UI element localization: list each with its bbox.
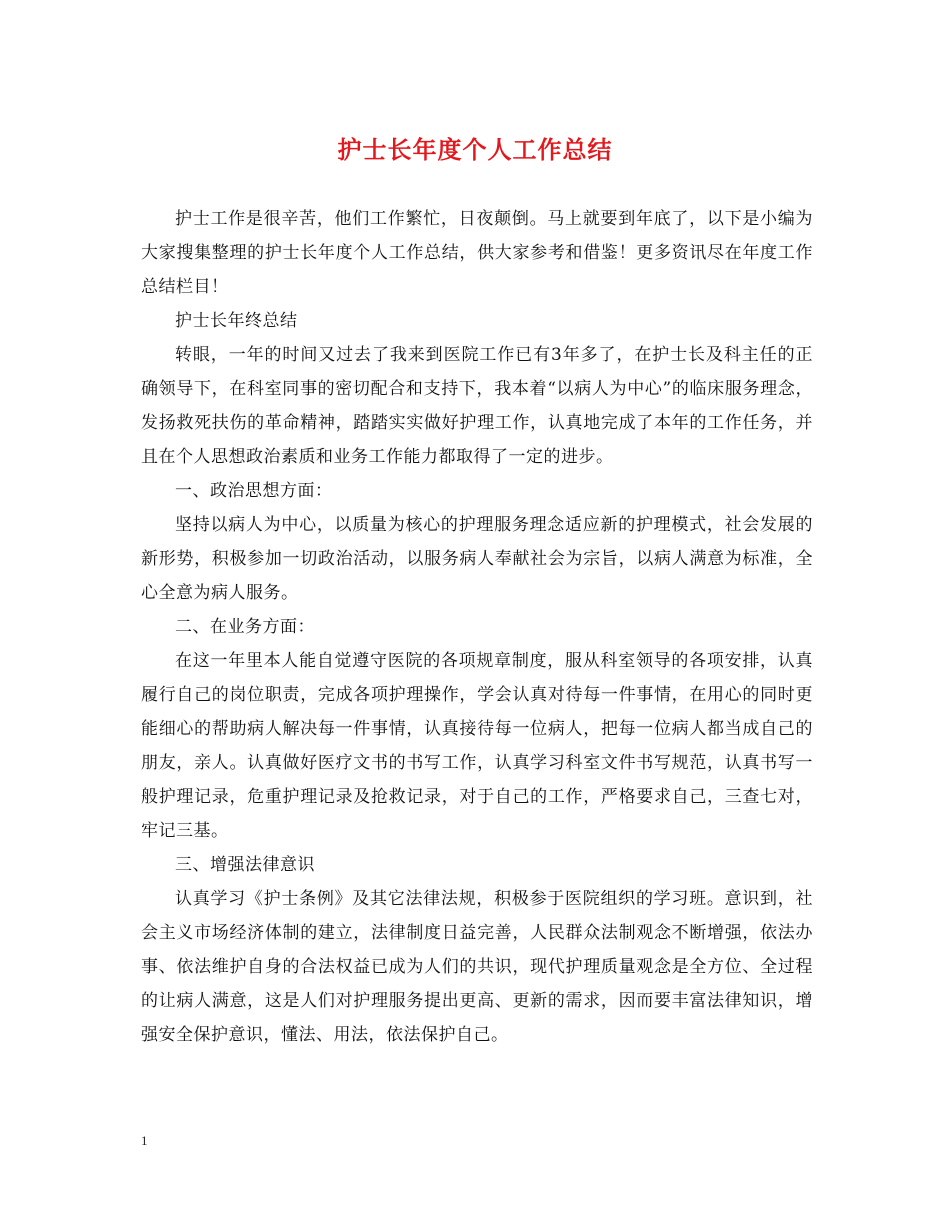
section-heading-business: 二、在业务方面： bbox=[175, 617, 315, 637]
paragraph-business: 在这一年里本人能自觉遵守医院的各项规章制度，服从科室领导的各项安排，认真履行自己的岗位职责，完成各项护理操作，学会认真对待每一件事情，在用心的同时更能细心的帮助病人解决每一件事情，认真接待每一位病人，把每一位病人都当成自己的朋友，亲人。认真做好医疗文书的书写工作，认真学习科室文件书写规范，认真书写一般护理记录，危重护理记录及抢救记录，对于自己的工作，严格要求自己，三查七对，牢记三基。 bbox=[141, 651, 813, 841]
paragraph-political-thought: 坚持以病人为中心，以质量为核心的护理服务理念适应新的护理模式，社会发展的新形势，积极参加一切政治活动，以服务病人奉献社会为宗旨，以病人满意为标准，全心全意为病人服务。 bbox=[141, 515, 813, 603]
document-body bbox=[141, 202, 813, 1052]
section-heading-legal-awareness: 三、增强法律意识 bbox=[175, 855, 315, 875]
page-number: 1 bbox=[141, 1133, 148, 1148]
section-heading-political-thought: 一、政治思想方面： bbox=[175, 481, 333, 501]
document-title: 护士长年度个人工作总结 bbox=[337, 135, 613, 164]
paragraph-legal-awareness: 认真学习《护士条例》及其它法律法规，积极参于医院组织的学习班。意识到，社会主义市场经济体制的建立，法律制度日益完善，人民群众法制观念不断增强，依法办事、依法维护自身的合法权益已成为人们的共识，现代护理质量观念是全方位、全过程的让病人满意，这是人们对护理服务提出更高、更新的需求，因而要丰富法律知识，增强安全保护意识，懂法、用法，依法保护自己。 bbox=[141, 889, 813, 1045]
section-heading-year-end-summary: 护士长年终总结 bbox=[175, 311, 298, 331]
paragraph-overview: 转眼，一年的时间又过去了我来到医院工作已有3年多了，在护士长及科主任的正确领导下，在科室同事的密切配合和支持下，我本着“以病人为中心”的临床服务理念，发扬救死扶伤的革命精神，踏踏实实做好护理工作，认真地完成了本年的工作任务，并且在个人思想政治素质和业务工作能力都取得了一定的进步。 bbox=[141, 345, 813, 467]
paragraph-intro: 护士工作是很辛苦，他们工作繁忙，日夜颠倒。马上就要到年底了，以下是小编为大家搜集整理的护士长年度个人工作总结，供大家参考和借鉴！更多资讯尽在年度工作总结栏目！ bbox=[141, 209, 813, 297]
